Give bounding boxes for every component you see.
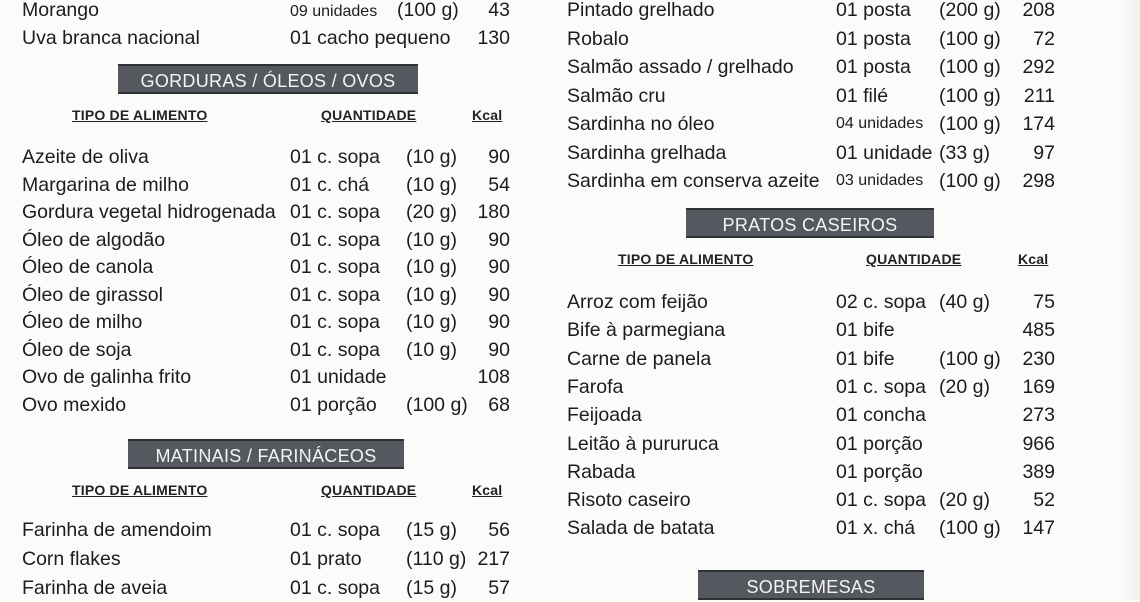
food-kcal: 485: [1022, 319, 1055, 342]
food-row: [22, 253, 512, 281]
food-name: Óleo de soja: [22, 338, 132, 361]
food-weight: (100 g): [939, 84, 1001, 107]
section-banner-sobremesas: SOBREMESAS: [698, 570, 924, 600]
food-row: [22, 308, 512, 336]
header-tipo-alimento: TIPO DE ALIMENTO: [72, 107, 208, 123]
food-quantity: 01 x. chá: [836, 517, 916, 540]
page-edge: [1118, 0, 1140, 600]
food-kcal: 90: [488, 146, 510, 168]
food-kcal: 174: [1022, 113, 1055, 135]
food-quantity: 02 c. sopa: [836, 291, 926, 313]
food-weight: (40 g): [939, 291, 990, 313]
header-kcal: Kcal: [472, 107, 503, 123]
food-name: Azeite de oliva: [22, 146, 149, 168]
food-weight: (100 g): [397, 0, 459, 21]
food-quantity: 01 c. sopa: [290, 338, 380, 361]
food-kcal: 966: [1022, 432, 1055, 455]
food-name: Farinha de amendoim: [22, 519, 212, 541]
food-name: Uva branca nacional: [22, 27, 200, 49]
food-name: Salmão assado / grelhado: [567, 56, 794, 78]
food-quantity: 01 posta: [836, 27, 911, 50]
food-quantity: 01 bife: [836, 319, 895, 342]
food-weight: (10 g): [406, 173, 457, 196]
food-row: [567, 110, 1057, 138]
food-quantity: 01 posta: [836, 56, 911, 78]
food-kcal: 180: [477, 201, 510, 223]
food-kcal: 108: [477, 366, 510, 388]
food-weight: (110 g): [406, 548, 467, 570]
food-quantity: 09 unidades: [290, 3, 378, 20]
food-quantity: 01 unidade: [836, 141, 933, 164]
food-quantity: 01 porção: [836, 432, 923, 455]
food-name: Sardinha no óleo: [567, 113, 715, 135]
header-quantidade: QUANTIDADE: [866, 251, 962, 267]
food-row: [22, 24, 512, 52]
header-tipo-alimento: TIPO DE ALIMENTO: [72, 482, 208, 498]
food-quantity: 01 c. sopa: [290, 283, 380, 306]
food-row: [22, 336, 512, 364]
food-name: Ovo de galinha frito: [22, 366, 192, 388]
food-kcal: 52: [1033, 489, 1055, 512]
food-kcal: 208: [1022, 0, 1055, 21]
food-name: Gordura vegetal hidrogenada: [22, 201, 276, 223]
food-quantity: 01 porção: [836, 460, 923, 483]
food-name: Rabada: [567, 460, 636, 483]
food-quantity: 01 bife: [836, 347, 895, 370]
food-name: Margarina de milho: [22, 173, 189, 196]
food-quantity: 01 c. sopa: [290, 311, 380, 333]
food-kcal: 57: [488, 577, 510, 599]
food-kcal: 75: [1033, 291, 1055, 313]
food-quantity: 01 posta: [836, 0, 911, 21]
food-name: Bife à parmegiana: [567, 319, 726, 342]
food-quantity: 01 cacho pequeno: [290, 27, 451, 49]
food-name: Farofa: [567, 375, 624, 398]
food-quantity: 01 concha: [836, 404, 926, 427]
food-kcal: 130: [477, 27, 510, 49]
food-row: [567, 53, 1057, 81]
food-quantity: 01 c. sopa: [290, 256, 380, 278]
food-quantity: 01 unidade: [290, 366, 387, 388]
food-row: [567, 82, 1057, 110]
food-kcal: 43: [488, 0, 510, 21]
food-quantity: 01 c. sopa: [836, 489, 926, 512]
food-quantity: 04 unidades: [836, 115, 924, 132]
food-kcal: 56: [488, 519, 510, 541]
food-quantity: 01 filé: [836, 84, 889, 107]
food-quantity: 01 c. sopa: [290, 146, 380, 168]
food-row: [567, 167, 1057, 195]
food-kcal: 90: [488, 283, 510, 306]
food-kcal: 292: [1022, 56, 1055, 78]
food-kcal: 72: [1033, 27, 1055, 50]
food-weight: (10 g): [406, 228, 457, 251]
food-name: Óleo de algodão: [22, 228, 166, 251]
food-kcal: 389: [1022, 460, 1055, 483]
food-name: Sardinha em conserva azeite: [567, 170, 820, 192]
food-weight: (20 g): [406, 201, 457, 223]
food-name: Ovo mexido: [22, 393, 127, 416]
food-weight: (33 g): [939, 141, 990, 164]
food-name: Robalo: [567, 27, 629, 50]
food-row: [22, 0, 512, 24]
header-kcal: Kcal: [472, 482, 503, 498]
food-row: [567, 401, 1057, 429]
food-kcal: 273: [1022, 404, 1055, 427]
food-row: [22, 516, 512, 544]
food-name: Corn flakes: [22, 548, 121, 570]
food-row: [22, 545, 512, 573]
food-row: [567, 139, 1057, 167]
food-name: Salmão cru: [567, 84, 666, 107]
food-row: [567, 316, 1057, 344]
header-tipo-alimento: TIPO DE ALIMENTO: [618, 251, 754, 267]
food-row: [22, 574, 512, 602]
food-row: [567, 458, 1057, 486]
section-banner-gorduras: GORDURAS / ÓLEOS / OVOS: [118, 64, 418, 94]
food-quantity: 01 c. sopa: [290, 519, 380, 541]
food-kcal: 211: [1023, 84, 1055, 107]
food-weight: (100 g): [939, 170, 1001, 192]
food-name: Óleo de milho: [22, 311, 143, 333]
food-row: [22, 391, 512, 419]
food-row: [22, 363, 512, 391]
food-name: Morango: [22, 0, 99, 21]
food-name: Risoto caseiro: [567, 489, 691, 512]
food-name: Carne de panela: [567, 347, 712, 370]
food-weight: (10 g): [406, 146, 457, 168]
food-row: [22, 171, 512, 199]
food-weight: (100 g): [406, 393, 468, 416]
food-kcal: 230: [1022, 347, 1055, 370]
food-quantity: 01 prato: [290, 548, 362, 570]
food-kcal: 68: [488, 393, 510, 416]
food-name: Leitão à pururuca: [567, 432, 719, 455]
header-quantidade: QUANTIDADE: [321, 107, 417, 123]
food-kcal: 147: [1022, 517, 1055, 540]
food-row: [567, 345, 1057, 373]
food-row: [22, 198, 512, 226]
food-weight: (15 g): [406, 577, 457, 599]
food-weight: (100 g): [939, 56, 1001, 78]
food-kcal: 217: [477, 548, 510, 570]
food-name: Sardinha grelhada: [567, 141, 727, 164]
food-row: [567, 288, 1057, 316]
food-row: [567, 0, 1057, 24]
section-banner-matinais: MATINAIS / FARINÁCEOS: [128, 439, 404, 469]
food-row: [567, 25, 1057, 53]
food-kcal: 298: [1022, 170, 1055, 192]
food-weight: (20 g): [939, 375, 990, 398]
food-row: [567, 514, 1057, 542]
header-quantidade: QUANTIDADE: [321, 482, 417, 498]
food-name: Óleo de canola: [22, 256, 154, 278]
food-quantity: 01 c. sopa: [290, 201, 380, 223]
food-quantity: 01 c. chá: [290, 173, 370, 196]
food-weight: (10 g): [406, 338, 457, 361]
food-row: [22, 226, 512, 254]
food-kcal: 90: [488, 338, 510, 361]
food-kcal: 54: [488, 173, 510, 196]
food-name: Arroz com feijão: [567, 291, 708, 313]
food-weight: (100 g): [939, 113, 1001, 135]
section-banner-pratos: PRATOS CASEIROS: [686, 208, 934, 238]
food-quantity: 03 unidades: [836, 172, 924, 189]
food-weight: (100 g): [939, 27, 1001, 50]
food-weight: (15 g): [406, 519, 457, 541]
food-name: Salada de batata: [567, 517, 715, 540]
food-weight: (100 g): [939, 517, 1001, 540]
header-kcal: Kcal: [1018, 251, 1049, 267]
food-weight: (200 g): [939, 0, 1001, 21]
food-name: Feijoada: [567, 404, 642, 427]
food-quantity: 01 c. sopa: [290, 228, 380, 251]
food-row: [22, 143, 512, 171]
food-kcal: 90: [488, 256, 510, 278]
food-name: Pintado grelhado: [567, 0, 715, 21]
food-row: [567, 373, 1057, 401]
food-name: Óleo de girassol: [22, 283, 163, 306]
food-weight: (10 g): [406, 311, 457, 333]
food-weight: (10 g): [406, 283, 457, 306]
food-kcal: 169: [1022, 375, 1055, 398]
food-weight: (10 g): [406, 256, 457, 278]
food-quantity: 01 c. sopa: [836, 375, 926, 398]
food-kcal: 97: [1033, 141, 1055, 164]
food-name: Farinha de aveia: [22, 577, 168, 599]
food-row: [567, 486, 1057, 514]
food-quantity: 01 c. sopa: [290, 577, 380, 599]
food-quantity: 01 porção: [290, 393, 377, 416]
food-row: [567, 430, 1057, 458]
food-kcal: 90: [488, 311, 510, 333]
food-kcal: 90: [488, 228, 510, 251]
food-weight: (20 g): [939, 489, 990, 512]
food-weight: (100 g): [939, 347, 1001, 370]
food-row: [22, 281, 512, 309]
